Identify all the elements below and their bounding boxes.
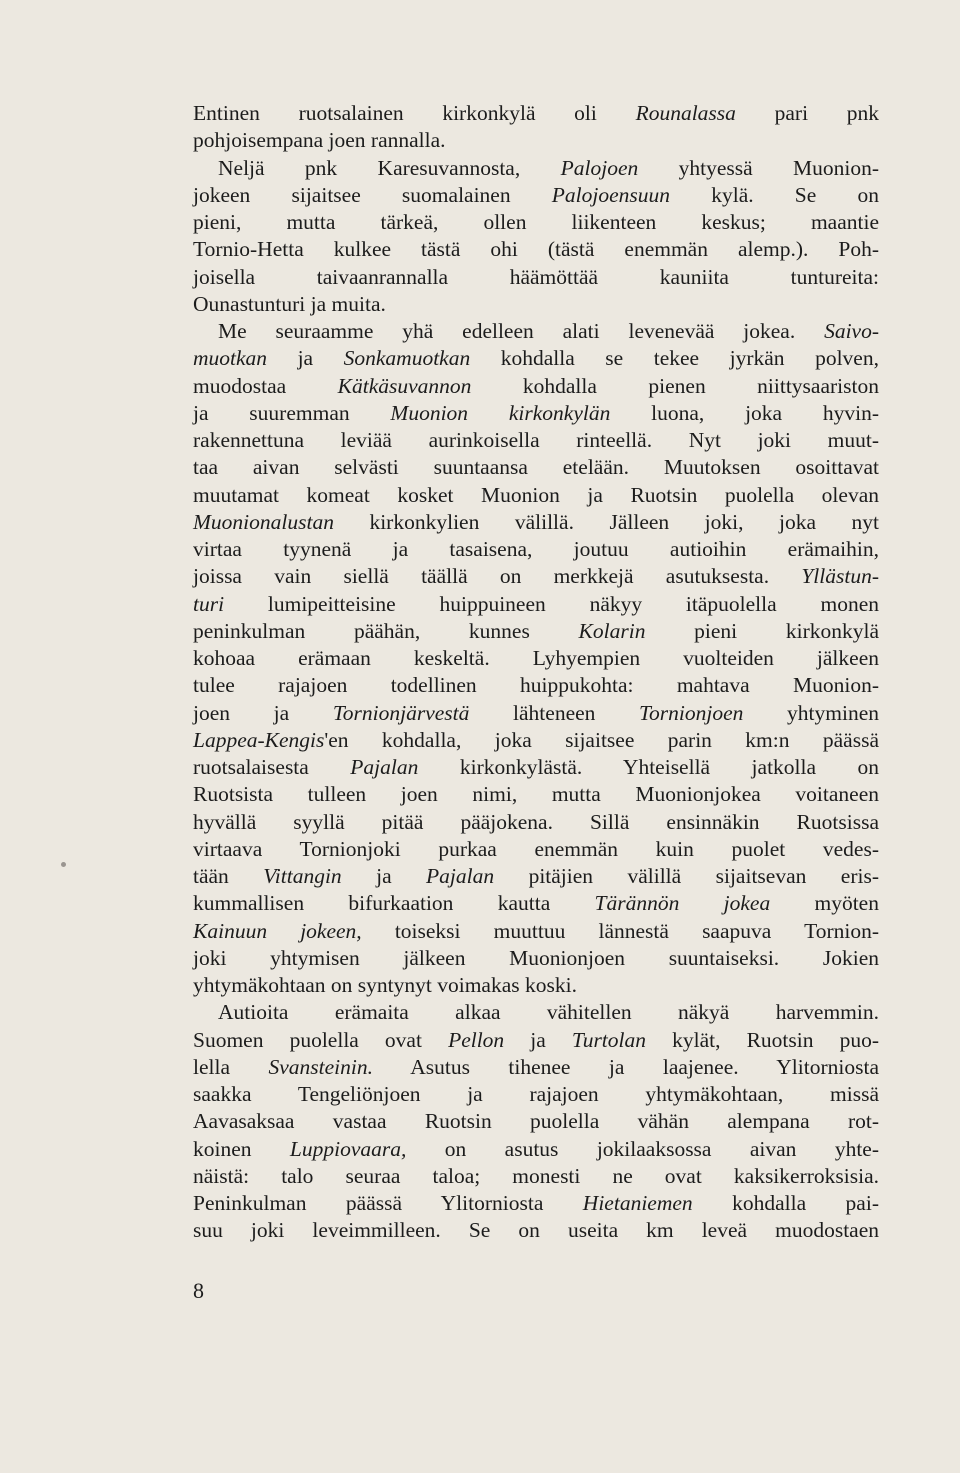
text-line (193, 1027, 879, 1054)
text-run: Me seuraamme yhä edelleen alati levenevää jokea. (218, 319, 825, 343)
text-run: joisella taivaanrannalla häämöttää kauniita tuntureita: (193, 264, 879, 289)
text-run: näistä: talo seuraa taloa; monesti ne ovat kaksikerroksisia. (193, 1163, 879, 1188)
italic-term: Lappea-Kengis (193, 727, 325, 752)
text-run: Ruotsista tulleen joen nimi, mutta Muonionjokea voitaneen (193, 782, 879, 807)
text-line (193, 591, 879, 618)
italic-term: Svansteinin. (268, 1054, 373, 1079)
italic-term: Muonion kirkonkylän (390, 400, 611, 425)
text-run: Suomen puolella ovat (193, 1027, 449, 1052)
text-line (193, 127, 879, 154)
italic-term: Turtolan (571, 1027, 647, 1052)
text-line (193, 373, 879, 400)
text-run: Entinen ruotsalainen kirkonkylä oli (193, 101, 636, 125)
page-number: 8 (193, 1278, 204, 1303)
text-line (193, 1054, 879, 1081)
text-line (193, 209, 879, 236)
text-run: jokeen sijaitsee suomalainen (193, 182, 552, 207)
text-line (193, 672, 879, 699)
italic-term: Pajalan (350, 755, 419, 779)
text-run: tulee rajajoen todellinen huippukohta: mahtava Muonion- (193, 673, 879, 698)
italic-term: Palojoen (560, 155, 639, 180)
italic-term: Kainuun jokeen, (193, 918, 362, 943)
text-run: virtaa tyynenä ja tasaisena, joutuu autioihin erämaihin, (193, 537, 879, 561)
text-line (193, 836, 879, 863)
italic-term: Kätkäsuvannon (337, 373, 472, 398)
text-line (193, 781, 879, 808)
text-run: kummallisen bifurkaation kautta (193, 891, 595, 916)
text-line (193, 809, 879, 836)
text-run: yhtymäkohtaan on syntynyt voimakas koski. (193, 973, 577, 997)
italic-term: Pajalan (426, 864, 495, 888)
text-line (193, 182, 879, 209)
text-run: kohoaa erämaan keskeltä. Lyhyempien vuolteiden jälkeen (193, 646, 879, 670)
text-line (193, 999, 879, 1026)
italic-term: Rounalassa (635, 101, 736, 125)
italic-term: Pellon (448, 1027, 505, 1052)
text-run: kirkonkylien välillä. Jälleen joki, joka nyt (333, 509, 879, 534)
text-run: suu joki leveimmilleen. Se on useita km leveä muodostaen (193, 1218, 879, 1243)
text-run: lella (193, 1054, 269, 1079)
text-run: pohjoisempana joen rannalla. (193, 128, 446, 153)
text-run: pitäjien välillä sijaitsevan eris- (494, 864, 879, 888)
text-line (193, 945, 879, 972)
italic-term: Yllästun- (801, 564, 879, 589)
text-line (193, 754, 879, 781)
text-run: ruotsalaisesta (193, 755, 351, 779)
text-line (193, 700, 879, 727)
text-run: myöten (770, 891, 879, 916)
text-line (193, 536, 879, 563)
text-run: luona, joka hyvin- (610, 400, 880, 425)
text-run: pieni kirkonkylä (645, 618, 880, 643)
italic-term: turi (193, 591, 225, 616)
text-run: Neljä pnk Karesuvannosta, (218, 155, 561, 180)
text-run: on asutus jokilaaksossa aivan yhte- (406, 1136, 879, 1161)
text-line (193, 345, 879, 372)
text-run: rakennettuna leviää aurinkoisella rinteellä. Nyt joki muut- (193, 428, 879, 452)
text-run: kylä. Se on (670, 182, 879, 207)
text-run: Asutus tihenee ja laajenee. Ylitorniosta (372, 1054, 879, 1079)
text-run: taa aivan selvästi suuntaansa etelään. Muutoksen osoittavat (193, 455, 879, 480)
italic-term: Sonkamuotkan (343, 346, 471, 371)
text-run: joissa vain siellä täällä on merkkejä asutuksesta. (193, 564, 802, 589)
text-line (193, 1081, 879, 1108)
italic-term: Tornionjoen (639, 700, 744, 725)
text-run: saakka Tengeliönjoen ja rajajoen yhtymäkohtaan, missä (193, 1082, 879, 1106)
text-run: tään (193, 864, 264, 888)
text-line (193, 918, 879, 945)
body-text (193, 100, 879, 1245)
text-run: muodostaa (193, 373, 338, 398)
text-line (193, 427, 879, 454)
text-run: kohdalla pai- (692, 1191, 879, 1215)
text-run: lähteneen (469, 700, 640, 725)
text-run: virtaava Tornionjoki purkaa enemmän kuin puolet vedes- (193, 836, 879, 861)
text-run: kirkonkylästä. Yhteisellä jatkolla on (418, 755, 879, 779)
text-line (193, 645, 879, 672)
text-line (193, 509, 879, 536)
text-run: yhtyminen (743, 700, 879, 725)
text-line (193, 1217, 879, 1244)
text-run: yhtyessä Muonion- (638, 155, 880, 180)
text-run: kylät, Ruotsin puo- (646, 1027, 879, 1052)
text-run: ja (504, 1027, 572, 1052)
italic-term: Kolarin (578, 618, 646, 643)
text-line (193, 155, 879, 182)
italic-term: Vittangin (263, 864, 342, 888)
text-run: joki yhtymisen jälkeen Muonionjoen suuntaiseksi. Jokien (193, 945, 879, 970)
italic-term: Muonionalustan (193, 509, 334, 534)
text-run: kohdalla se tekee jyrkän polven, (470, 346, 879, 371)
text-run: toiseksi muuttuu lännestä saapuva Tornion- (361, 918, 879, 943)
italic-term: Tärännön jokea (594, 891, 771, 916)
text-run: ja suuremman (193, 400, 391, 425)
text-line (193, 972, 879, 999)
italic-term: muotkan (193, 346, 268, 371)
text-line (193, 454, 879, 481)
text-run: muutamat komeat kosket Muonion ja Ruotsin puolella olevan (193, 482, 879, 507)
text-run: ja (267, 346, 344, 371)
text-run: Tornio-Hetta kulkee tästä ohi (tästä enemmän alemp.). Poh- (193, 237, 879, 262)
text-run: ja (341, 864, 427, 888)
text-run: Aavasaksaa vastaa Ruotsin puolella vähän alempana rot- (193, 1109, 879, 1134)
paper-speck (61, 862, 66, 867)
text-run: joen ja (193, 700, 333, 725)
text-run: peninkulman päähän, kunnes (193, 618, 579, 643)
text-line (193, 563, 879, 590)
text-line (193, 291, 879, 318)
text-line (193, 100, 879, 127)
italic-term: Palojoensuun (551, 182, 671, 207)
text-run: Peninkulman päässä Ylitorniosta (193, 1191, 583, 1215)
text-run: kohdalla pienen niittysaariston (471, 373, 879, 398)
text-line (193, 863, 879, 890)
text-line (193, 890, 879, 917)
text-run: 'en kohdalla, joka sijaitsee parin km:n päässä (324, 727, 879, 752)
text-line (193, 236, 879, 263)
text-run: lumipeitteisine huippuineen näkyy itäpuolella monen (224, 591, 879, 616)
text-run: pari pnk (735, 101, 879, 125)
text-run: pieni, mutta tärkeä, ollen liikenteen keskus; maantie (193, 210, 879, 234)
text-run: koinen (193, 1136, 290, 1161)
italic-term: Hietaniemen (582, 1191, 693, 1215)
text-line (193, 1190, 879, 1217)
text-run: Autioita erämaita alkaa vähitellen näkyä harvemmin. (218, 1000, 879, 1025)
text-line (193, 482, 879, 509)
text-line (193, 727, 879, 754)
text-line (193, 618, 879, 645)
text-run: hyvällä syyllä pitää pääjokena. Sillä ensinnäkin Ruotsissa (193, 809, 879, 834)
text-line (193, 1136, 879, 1163)
text-line (193, 400, 879, 427)
text-run: Ounastunturi ja muita. (193, 291, 386, 316)
text-line (193, 318, 879, 345)
italic-term: Luppiovaara, (289, 1136, 407, 1161)
italic-term: Saivo- (824, 319, 879, 343)
text-line (193, 1108, 879, 1135)
text-line (193, 264, 879, 291)
text-line (193, 1163, 879, 1190)
italic-term: Tornionjärvestä (332, 700, 470, 725)
